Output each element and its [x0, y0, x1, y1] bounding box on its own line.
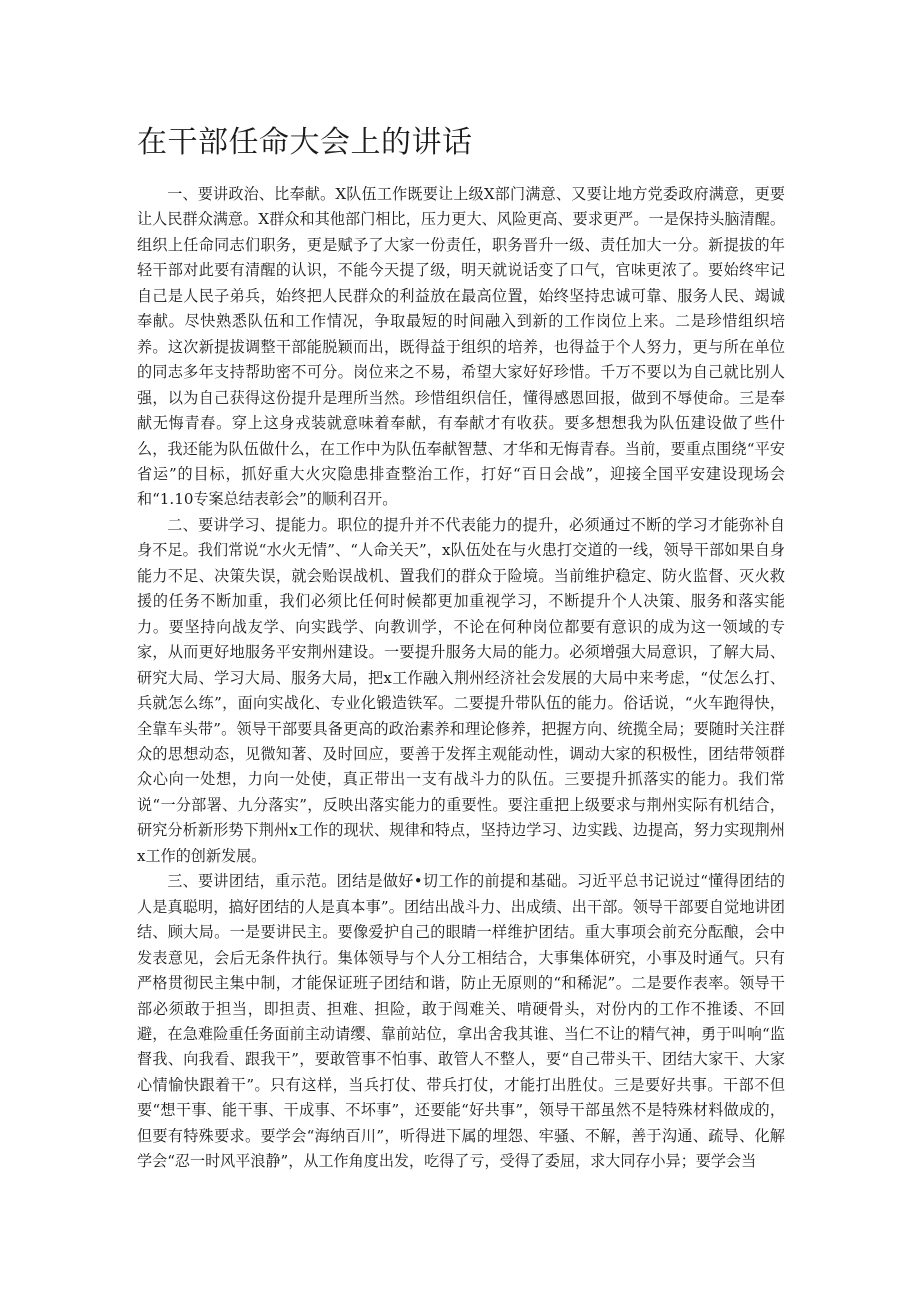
paragraph-politics: 一、要讲政治、比奉献。X队伍工作既要让上级X部门满意、又要让地方党委政府满意，更要让人民群众满意。X群众和其他部门相比，压力更大、风险更高、要求更严。一是保持头脑清醒。组织上任命同志们职务，更是赋予了大家一份责任，职务晋升一级、责任加大一分。新提拔的年轻干部对此要有清醒的认识，不能今天提了级，明天就说话变了口气，官味更浓了。要始终牢记自己是人民子弟兵，始终把人民群众的利益放在最高位置，始终坚持忠诚可靠、服务人民、竭诚奉献。尽快熟悉队伍和工作情况，争取最短的时间融入到新的工作岗位上来。二是珍惜组织培养。这次新提拔调整干部能脱颖而出，既得益于组织的培养，也得益于个人努力，更与所在单位的同志多年支持帮助密不可分。岗位来之不易，希望大家好好珍惜。千万不要以为自己就比别人强，以为自己获得这份提升是理所当然。珍惜组织信任，懂得感恩回报，做到不辱使命。三是奉献无悔青春。穿上这身戎装就意味着奉献，有奉献才有收获。要多想想我为队伍建设做了些什么，我还能为队伍做什么，在工作中为队伍奉献智慧、才华和无悔青春。当前，要重点围绕“平安省运”的目标，抓好重大火灾隐患排查整治工作，打好“百日会战”，迎接全国平安建设现场会和“1.10专案总结表彰会”的顺利召开。 — [137, 185, 785, 509]
paragraph-learning: 二、要讲学习、提能力。职位的提升并不代表能力的提升，必须通过不断的学习才能弥补自身不足。我们常说“水火无情”、“人命关天”，x队伍处在与火患打交道的一线，领导干部如果自身能力不足、决策失误，就会贻误战机、置我们的群众于险境。当前维护稳定、防火监督、灭火救援的任务不断加重，我们必须比任何时候都更加重视学习，不断提升个人决策、服务和落实能力。要坚持向战友学、向实践学、向教训学，不论在何种岗位都要有意识的成为这一领域的专家，从而更好地服务平安荆州建设。一要提升服务大局的能力。必须增强大局意识，了解大局、研究大局、学习大局、服务大局，把x工作融入荆州经济社会发展的大局中来考虑，“仗怎么打、兵就怎么练”，面向实战化、专业化锻造铁军。二要提升带队伍的能力。俗话说，“火车跑得快，全靠车头带”。领导干部要具备更高的政治素养和理论修养，把握方向、统揽全局；要随时关注群众的思想动态，见微知著、及时回应，要善于发挥主观能动性，调动大家的积极性，团结带领群众心向一处想，力向一处使，真正带出一支有战斗力的队伍。三要提升抓落实的能力。我们常说“一分部署、九分落实”，反映出落实能力的重要性。要注重把上级要求与荆州实际有机结合，研究分析新形势下荆州x工作的现状、规律和特点，坚持边学习、边实践、边提高，努力实现荆州x工作的创新发展。 — [137, 515, 785, 865]
document-body — [137, 182, 785, 1175]
document-title: 在干部任命大会上的讲话 — [137, 125, 473, 160]
paragraph-unity: 三、要讲团结，重示范。团结是做好•切工作的前提和基础。习近平总书记说过“懂得团结的人是真聪明，搞好团结的人是真本事”。团结出战斗力、出成绩、出干部。领导干部要自觉地讲团结、顾大局。一是要讲民主。要像爱护自己的眼睛一样维护团结。重大事项会前充分酝酿，会中发表意见，会后无条件执行。集体领导与个人分工相结合，大事集体研究，小事及时通气。只有严格贯彻民主集中制，才能保证班子团结和谐，防止无原则的“和稀泥”。二是要作表率。领导干部必须敢于担当，即担责、担难、担险，敢于闯难关、啃硬骨头，对份内的工作不推诿、不回避，在急难险重任务面前主动请缨、靠前站位，拿出舍我其谁、当仁不让的精气神，勇于叫响“监督我、向我看、跟我干”，要敢管事不怕事、敢管人不整人，要“自己带头干、团结大家干、大家心情愉快跟着干”。只有这样，当兵打仗、带兵打仗，才能打出胜仗。三是要好共事。干部不但要“想干事、能干事、干成事、不坏事”，还要能“好共事”，领导干部虽然不是特殊材料做成的，但要有特殊要求。要学会“海纳百川”，听得进下属的埋怨、牢骚、不解，善于沟通、疏导、化解学会“忍一时风平浪静”，从工作角度出发，吃得了亏，受得了委屈，求大同存小异；要学会当 — [137, 872, 785, 1171]
